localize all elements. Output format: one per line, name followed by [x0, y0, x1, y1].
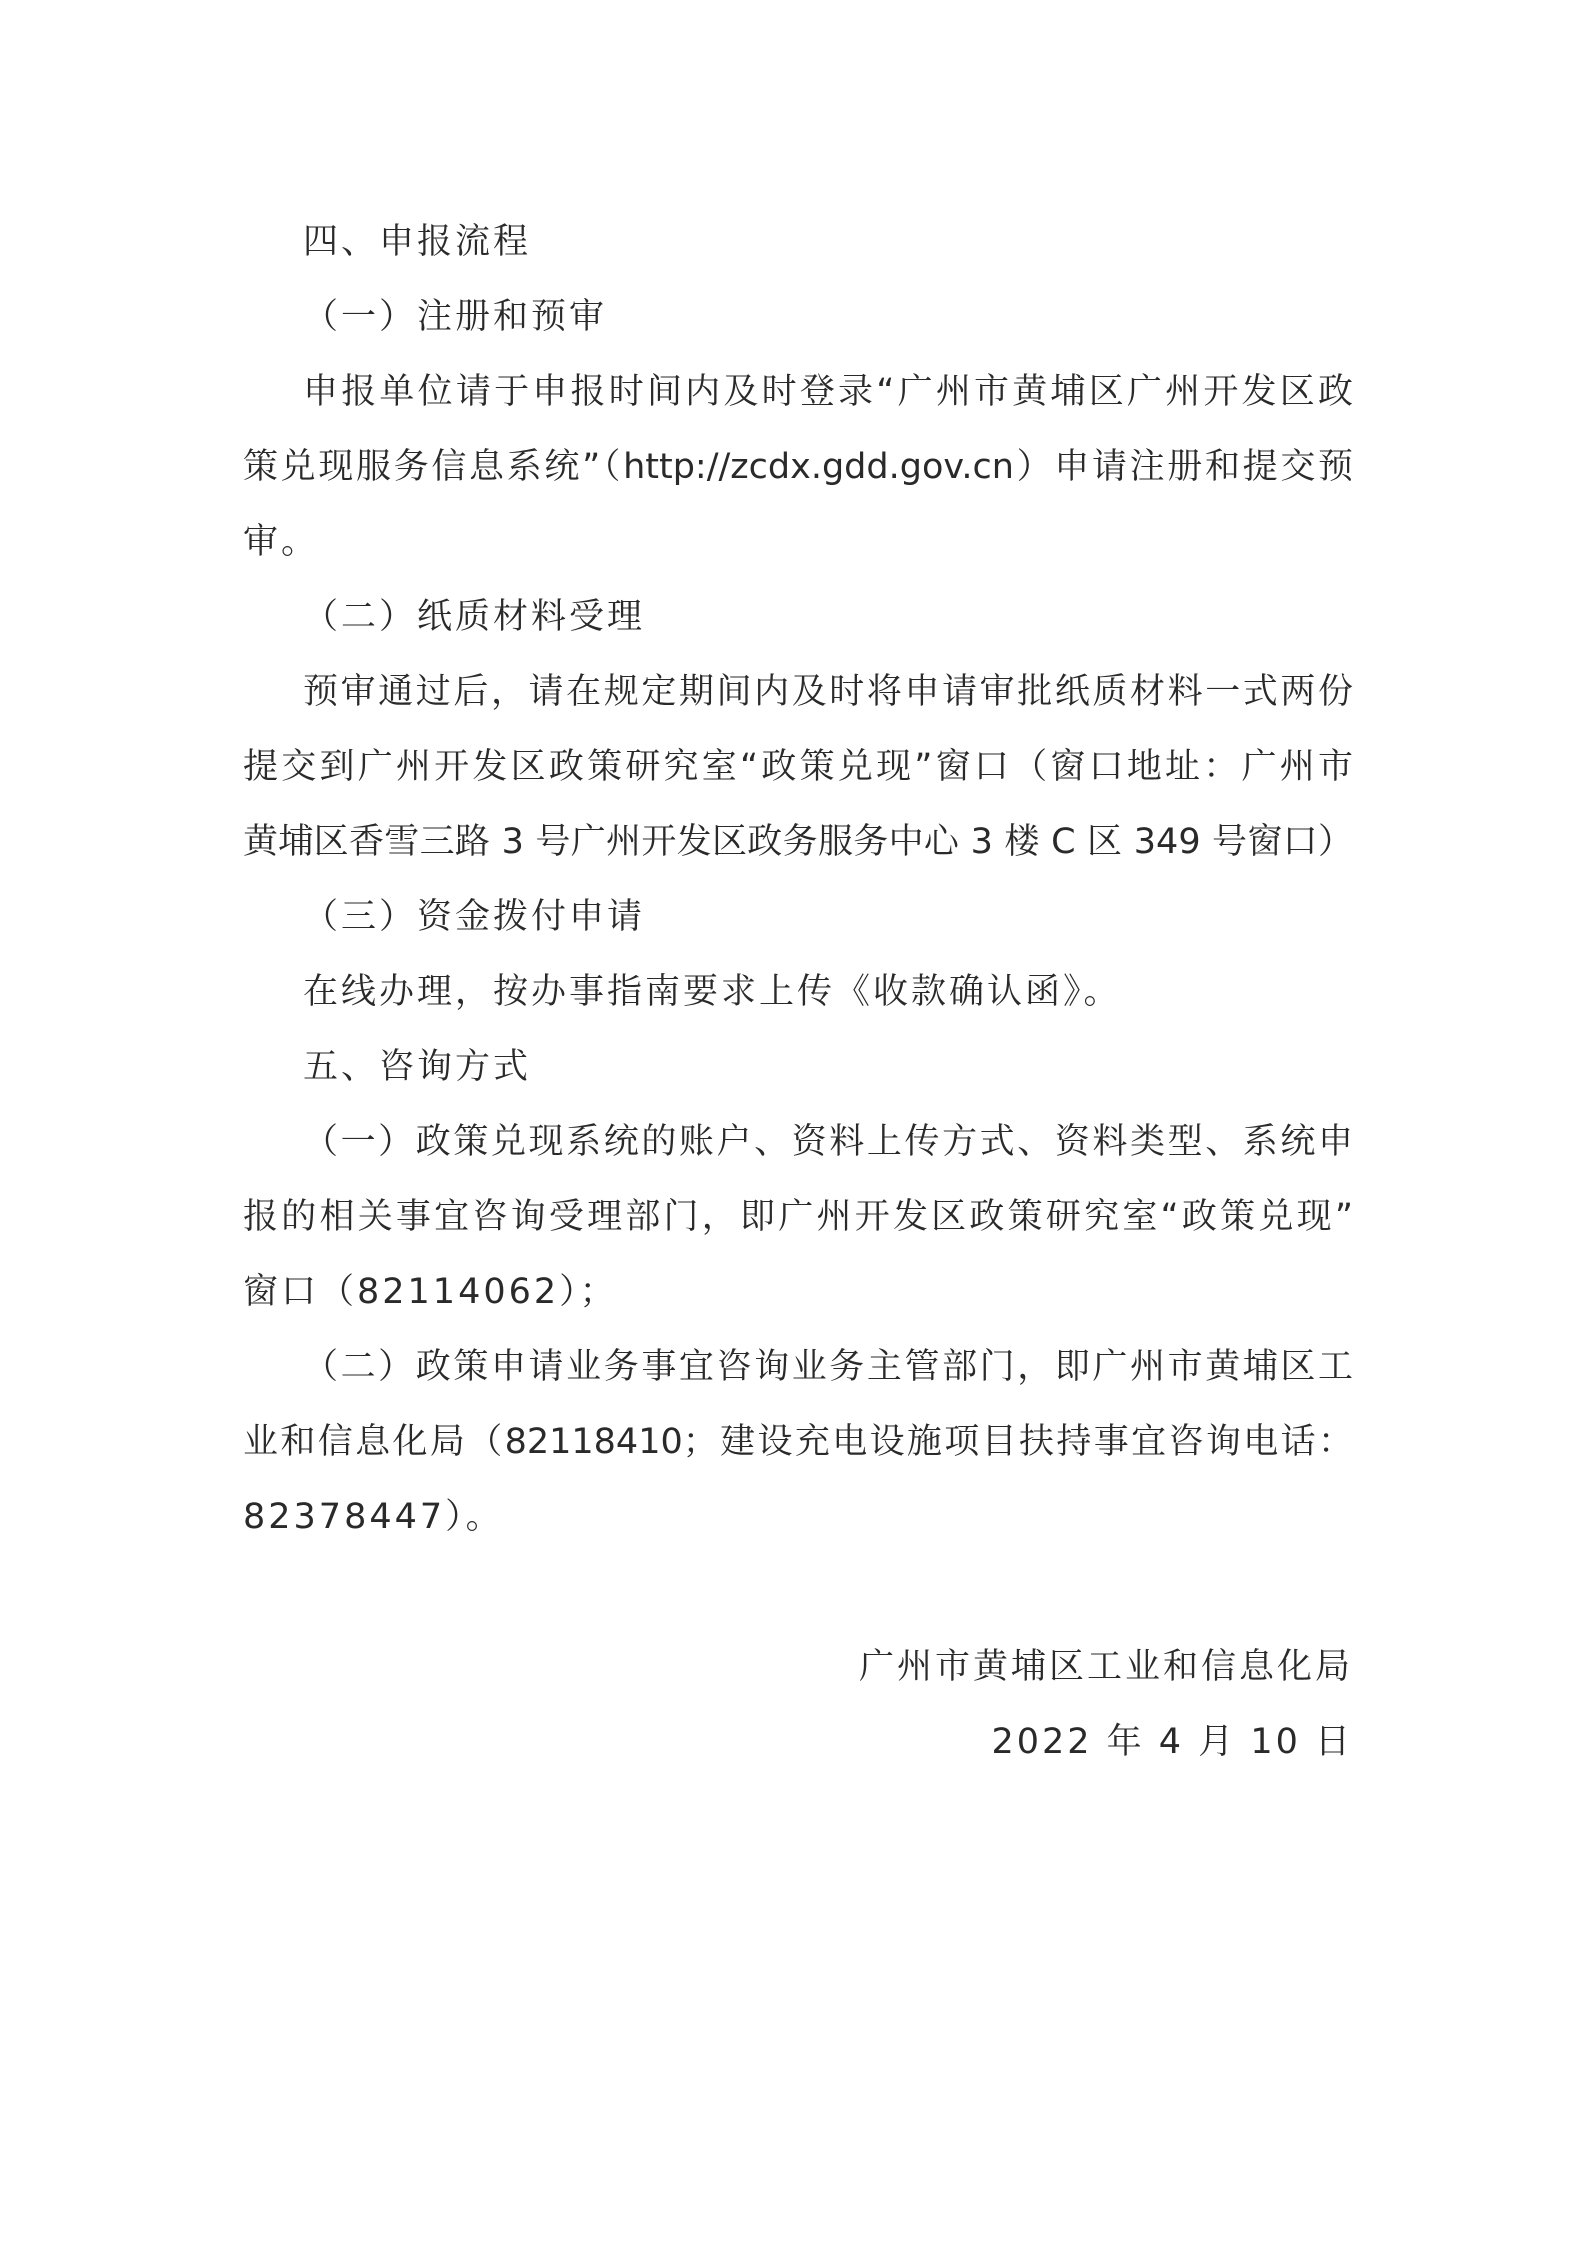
- subsection-title-fund-disbursement: （三）资金拨付申请: [303, 897, 646, 937]
- paragraph-line: （一）政策兑现系统的账户、资料上传方式、资料类型、系统申: [303, 1122, 1353, 1162]
- section-heading-application-process: 四、申报流程: [303, 222, 532, 262]
- signature-date: 2022 年 4 月 10 日: [991, 1722, 1353, 1762]
- paragraph-line: 业和信息化局（82118410；建设充电设施项目扶持事宜咨询电话：: [243, 1422, 1353, 1462]
- subsection-title-registration: （一）注册和预审: [303, 297, 608, 337]
- paragraph-line: 82378447）。: [243, 1497, 504, 1537]
- paragraph-line: （二）政策申请业务事宜咨询业务主管部门，即广州市黄埔区工: [303, 1347, 1353, 1387]
- paragraph-line: 窗口（82114062）；: [243, 1272, 618, 1312]
- document-page: [243, 205, 1353, 1780]
- signature-organization: 广州市黄埔区工业和信息化局: [858, 1647, 1353, 1687]
- paragraph-line: 黄埔区香雪三路 3 号广州开发区政务服务中心 3 楼 C 区 349 号窗口）: [243, 822, 1353, 862]
- paragraph-line: 提交到广州开发区政策研究室“政策兑现”窗口（窗口地址：广州市: [243, 747, 1353, 787]
- subsection-title-paper-materials: （二）纸质材料受理: [303, 597, 646, 637]
- paragraph-line: 报的相关事宜咨询受理部门，即广州开发区政策研究室“政策兑现”: [243, 1197, 1353, 1237]
- paragraph-line: 申报单位请于申报时间内及时登录“广州市黄埔区广州开发区政: [303, 372, 1353, 412]
- paragraph-line: 在线办理，按办事指南要求上传《收款确认函》。: [303, 972, 1122, 1012]
- blank-line: [243, 1555, 1353, 1630]
- section-heading-consultation: 五、咨询方式: [303, 1047, 532, 1087]
- paragraph-line: 预审通过后，请在规定期间内及时将申请审批纸质材料一式两份: [303, 672, 1353, 712]
- paragraph-line: 审。: [243, 522, 320, 562]
- paragraph-line: 策兑现服务信息系统”（http://zcdx.gdd.gov.cn）申请注册和提交预: [243, 447, 1353, 487]
